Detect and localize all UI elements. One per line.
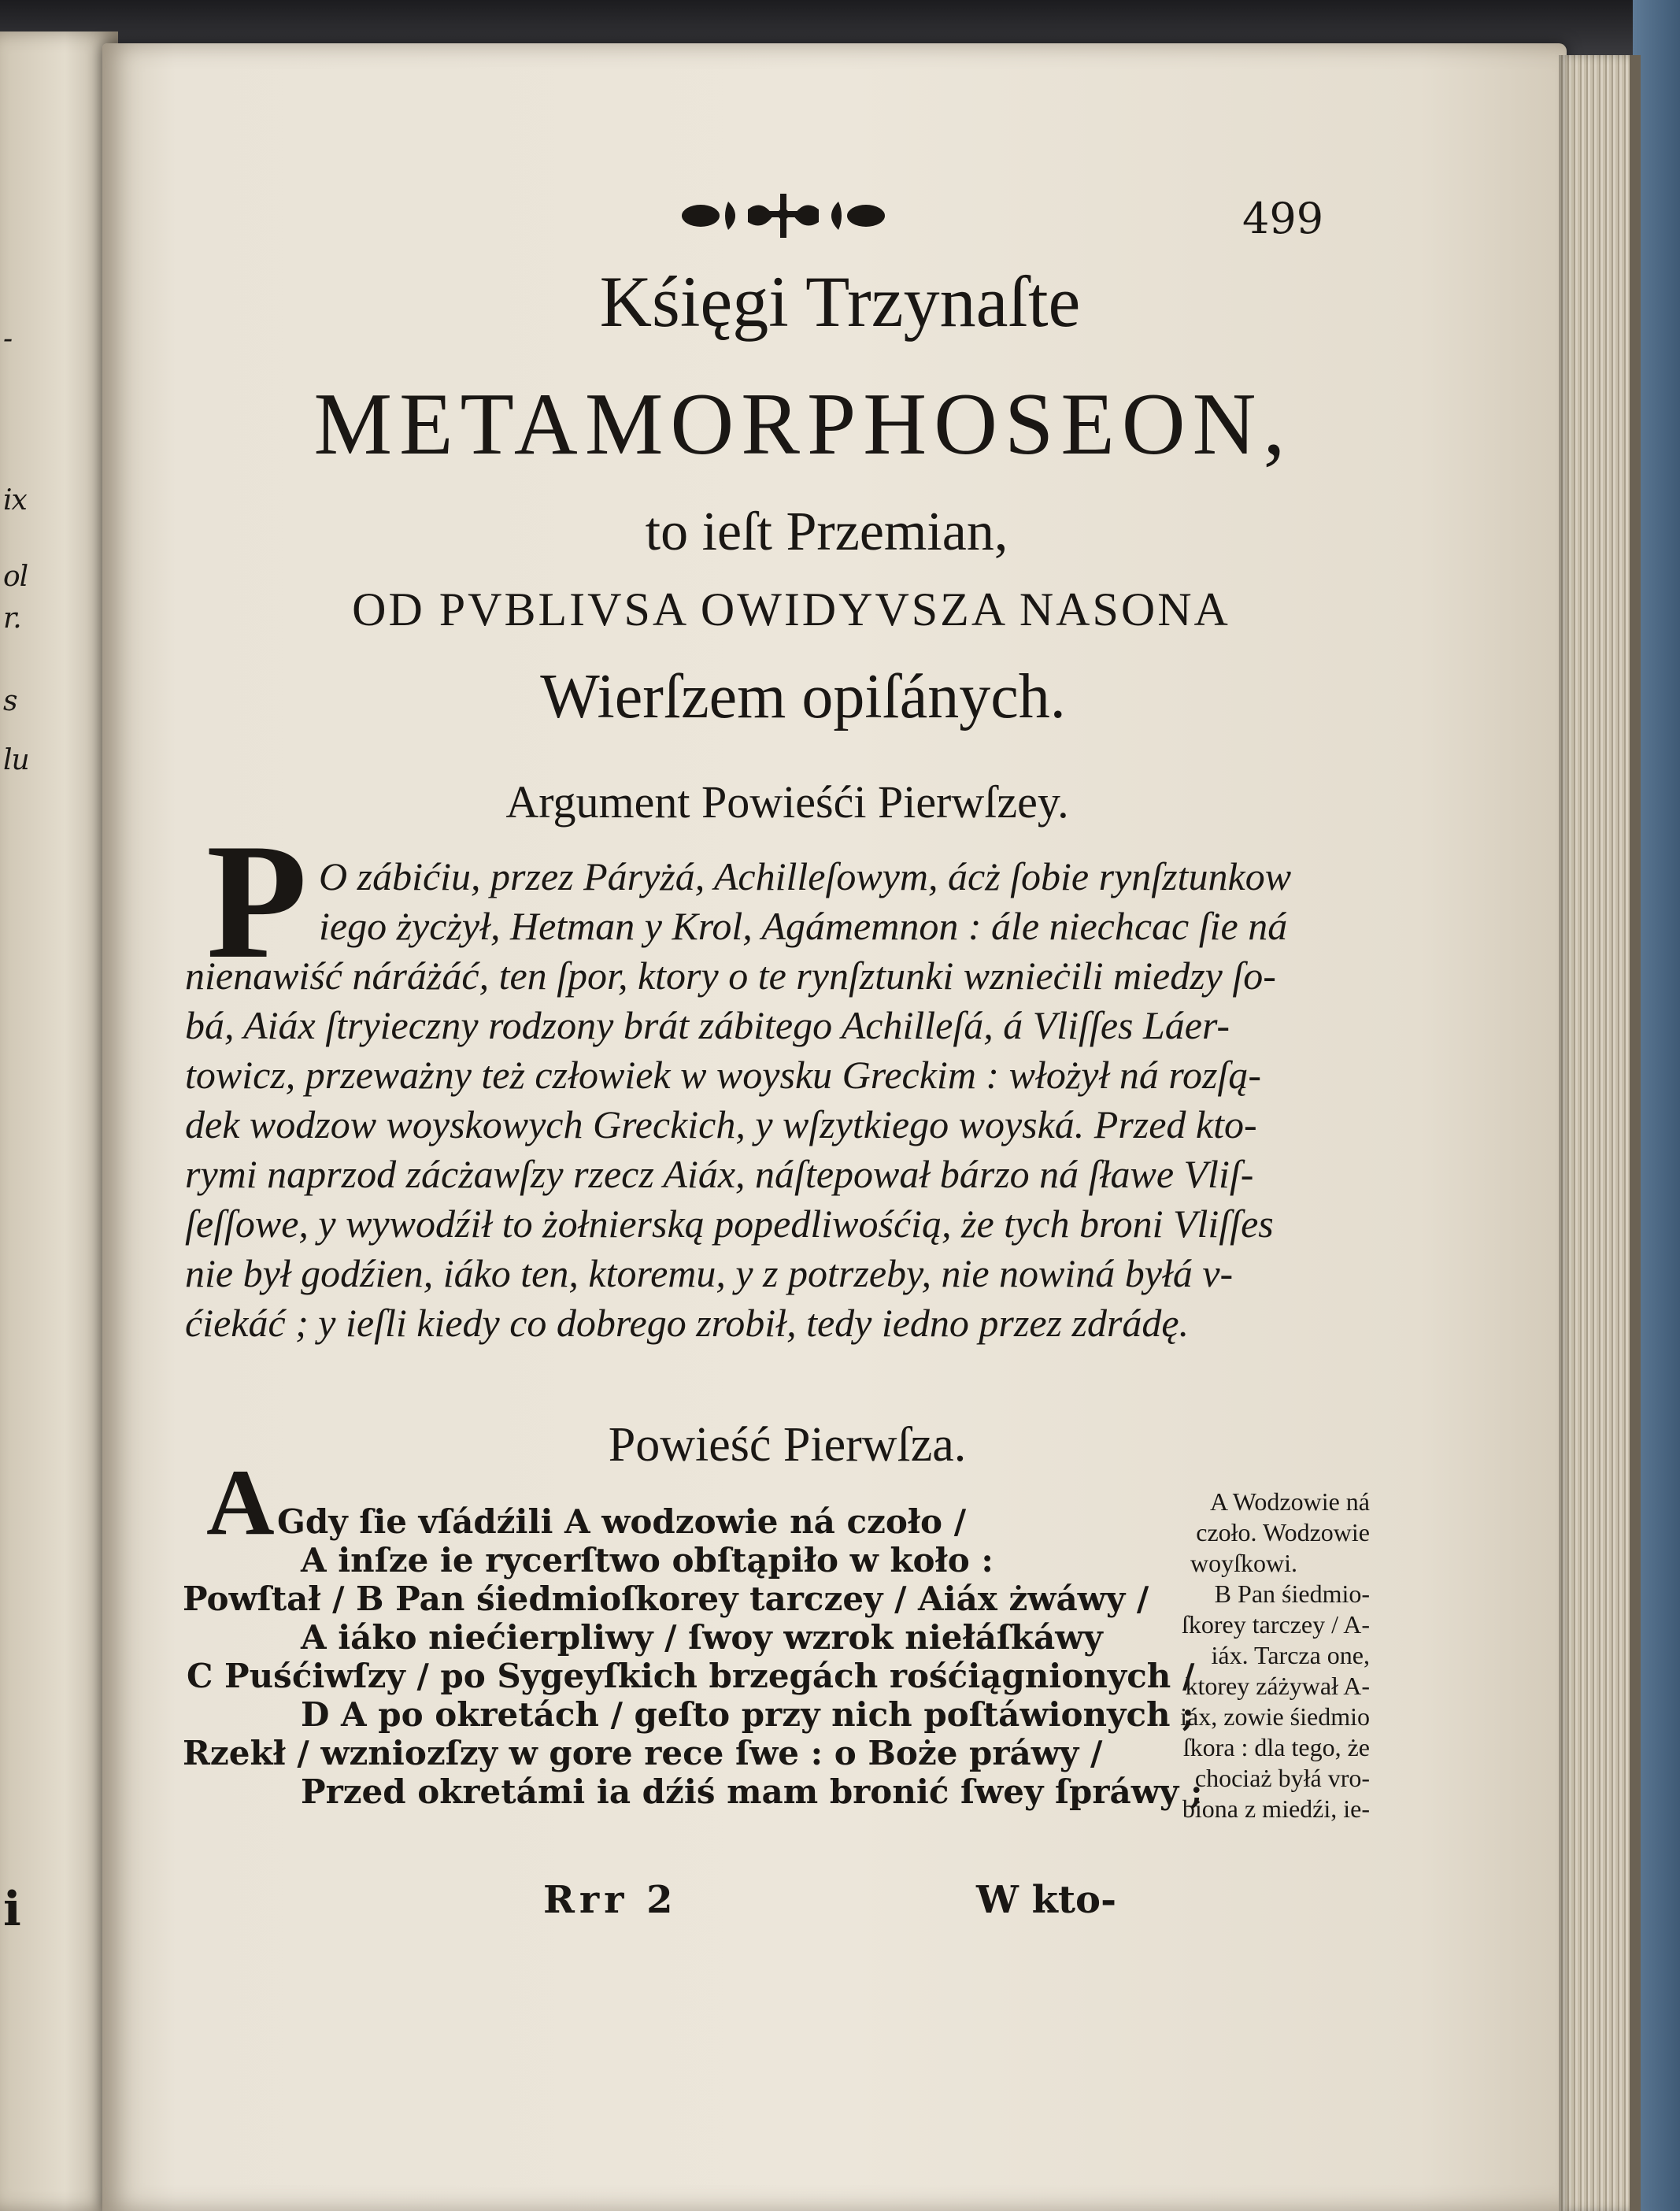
left-fragment: - [3,323,13,355]
marginal-line: czoło. Wodzowie [1196,1518,1370,1546]
verse-block [183,1502,1203,1811]
argument-line: rymi naprzod zácżawſzy rzecz Aiáx, náſtepował bárzo ná ſławe Vliſ- [185,1152,1254,1196]
verse-line: A inſze ie rycerſtwo obſtąpiło w koło : [301,1541,994,1580]
fleuron-ornament-icon [673,187,894,243]
argument-paragraph [185,852,1350,1348]
marginal-line: iáx, zowie śiedmio [1180,1702,1370,1731]
left-page-edge [0,31,118,2211]
main-title: METAMORPHOSEON, [313,376,1293,473]
marginal-notes [1118,1487,1370,1824]
argument-line: iego życżył, Hetman y Krol, Agámemnon : ále niechcac ſie ná [319,904,1288,948]
left-fragment: ix [3,484,27,517]
marginal-line: B Pan śiedmio- [1214,1580,1370,1608]
marginal-line: ſkora : dla tego, że [1182,1733,1370,1761]
marginal-line: iáx. Tarcza one, [1211,1641,1370,1669]
marginal-line: ſkorey tarczey / A- [1182,1610,1370,1639]
argument-line: O zábićiu, przez Páryżá, Achilleſowym, ácż ſobie rynſztunkow [319,854,1292,898]
argument-drop-cap: P [206,810,308,993]
verse-line: C Puśćiwſzy / po Sygeyſkich brzegách rośćiągnionych / [187,1657,1195,1695]
verse-line: Przed okretámi ia dźiś mam bronić ſwey ſpráwy ; [301,1772,1203,1811]
signature-mark: Rrr 2 [543,1878,678,1922]
argument-line: bá, Aiáx ſtryieczny rodzony brát zábitego Achilleſá, á Vliſſes Láer- [185,1003,1230,1047]
verse-line: Gdy ſie vſádźili A wodzowie ná czoło / [277,1502,967,1541]
left-fragment: ol [3,561,28,593]
page-number: 499 [1242,194,1324,243]
title-subtitle: to ieſt Przemian, [645,502,1008,562]
marginal-line: ktorey záżywał A- [1185,1672,1370,1700]
marginal-line: woyſkowi. [1190,1549,1297,1577]
left-fragment: i [3,1882,20,1937]
marginal-line: biona z miedźi, ie- [1182,1794,1370,1823]
verse-drop-cap: A [206,1450,275,1554]
left-fragment: s [3,685,17,717]
author-line: OD PVBLIVSA OWIDYVSZA NASONA [352,583,1230,635]
catchword: W kto- [976,1878,1116,1922]
verse-line: Rzekł / wzniozſzy w gore rece ſwe : o Boże práwy / [183,1734,1103,1772]
argument-line: ſeſſowe, y wywodźił to żołnierską popedliwośćią, że tych broni Vliſſes [185,1202,1274,1246]
left-fragment: lu [3,744,29,776]
argument-line: nienawiść náráżáć, ten ſpor, ktory o te rynſztunki wznieċili miedzy ſo- [185,954,1276,998]
argument-line: towicz, przeważny też człowiek w woysku Greckim : włożył ná rozſą- [185,1053,1261,1097]
verse-line: Powſtał / B Pan śiedmioſkorey tarczey / Aiáx żwáwy / [183,1580,1149,1618]
book-title-line: Kśięgi Trzynaſte [599,261,1081,342]
argument-line: nie był godźien, iáko ten, ktoremu, y z potrzeby, nie nowiná byłá v- [185,1251,1234,1295]
title-verse-line: Wierſzem opiſánych. [540,662,1066,731]
story-title: Powieść Pierwſza. [608,1418,967,1472]
left-fragment: r. [3,602,21,635]
verse-line: D A po okretách / geſto przy nich poſtáwionych ; [301,1695,1194,1734]
page-edges [1559,55,1637,2211]
marginal-line: A Wodzowie ná [1209,1487,1370,1516]
marginal-line: chociaż byłá vro- [1194,1764,1370,1792]
page-edges-shadow [1630,55,1641,2211]
argument-heading: Argument Powieśći Pierwſzey. [505,776,1069,828]
argument-line: dek wodzow woyskowych Greckich, y wſzytkiego woyská. Przed kto- [185,1102,1257,1146]
verse-line: A iáko niećierpliwy / ſwoy wzrok niełáſkáwy [301,1618,1103,1657]
argument-line: ćiekáć ; y ieſli kiedy co dobrego zrobił, tedy iedno przez zdrádę. [185,1301,1190,1345]
